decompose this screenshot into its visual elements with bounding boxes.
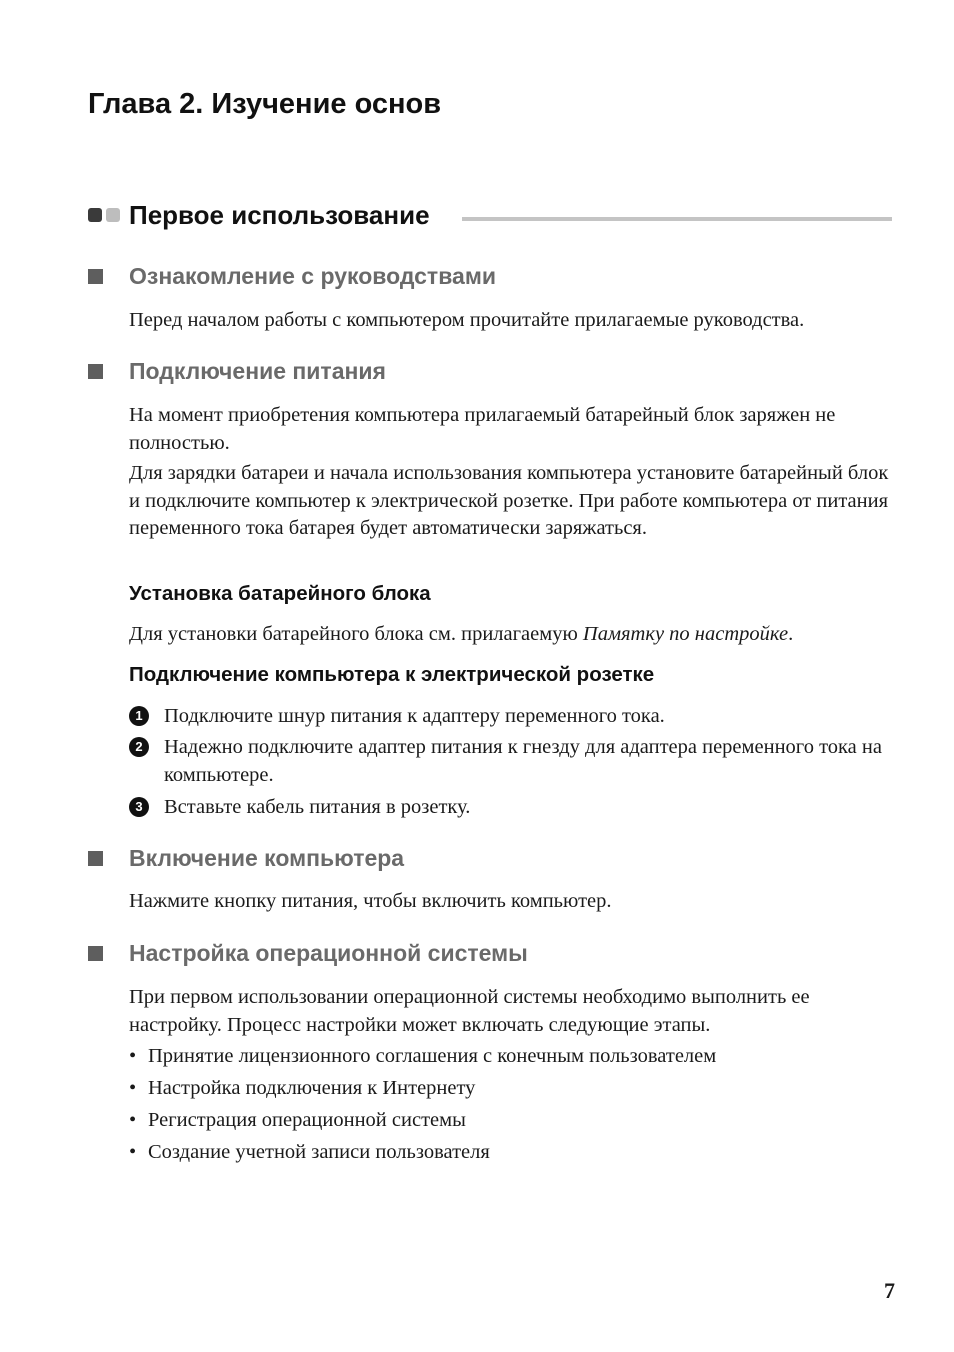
section-title: Первое использование: [129, 200, 430, 230]
battery-text: [129, 621, 899, 649]
page-number: 7: [884, 1278, 895, 1303]
manuals-text: [129, 307, 899, 335]
battery-text-after: .: [788, 623, 794, 645]
outlet-heading: Подключение компьютера к электрической розетке: [129, 663, 655, 686]
square-bullet-icon: [88, 364, 103, 379]
list-item-text: Принятие лицензионного соглашения с конечным пользователем: [148, 1045, 717, 1067]
square-bullet-icon: [88, 946, 103, 961]
paragraph: Для зарядки батареи и начала использования компьютера установите батарейный блок и подключите компьютер к электрической розетке. При работе компьютера от питания переменного тока батарея будет автоматически заряжаться.: [129, 462, 889, 539]
turn-on-text: [129, 888, 899, 916]
step-number-icon: 1: [129, 706, 149, 726]
step-item: [129, 702, 899, 730]
list-item: [129, 1106, 899, 1134]
list-item: [129, 1042, 899, 1070]
bullet-icon: •: [129, 1141, 137, 1163]
step-number-icon: 3: [129, 797, 149, 817]
bullet-icon: •: [129, 1077, 137, 1099]
os-setup-text: [129, 984, 899, 1039]
power-paragraph-1: [129, 402, 899, 457]
step-item: [129, 733, 899, 789]
list-item-text: Регистрация операционной системы: [148, 1109, 466, 1131]
paragraph: Перед началом работы с компьютером прочитайте прилагаемые руководства.: [129, 309, 805, 331]
paragraph: На момент приобретения компьютера прилагаемый батарейный блок заряжен не полностью.: [129, 404, 836, 454]
subsection-title: Включение компьютера: [129, 845, 405, 871]
step-text: Подключите шнур питания к адаптеру переменного тока.: [164, 705, 665, 727]
battery-heading: Установка батарейного блока: [129, 582, 431, 605]
battery-text-before: Для установки батарейного блока см. прилагаемую: [129, 623, 583, 645]
section-dots-icon: [88, 208, 124, 224]
setup-poster-title: Памятку по настройке: [582, 623, 789, 645]
section-header: [88, 198, 892, 238]
bullet-icon: •: [129, 1045, 137, 1067]
list-item-text: Создание учетной записи пользователя: [148, 1141, 490, 1163]
paragraph: При первом использовании операционной системы необходимо выполнить ее настройку. Процесс настройки может включать следующие этапы.: [129, 986, 810, 1036]
dot-light-icon: [106, 208, 120, 222]
step-number-icon: 2: [129, 737, 149, 757]
subsection-title: Настройка операционной системы: [129, 940, 528, 966]
list-item-text: Настройка подключения к Интернету: [148, 1077, 476, 1099]
dot-dark-icon: [88, 208, 102, 222]
subsection-title: Ознакомление с руководствами: [129, 263, 496, 289]
bullet-icon: •: [129, 1109, 137, 1131]
power-paragraph-2: [129, 460, 899, 543]
chapter-title: Глава 2. Изучение основ: [88, 88, 442, 120]
paragraph: [129, 621, 899, 649]
step-text: Вставьте кабель питания в розетку.: [164, 796, 471, 818]
section-rule: [462, 217, 892, 221]
subsection-title: Подключение питания: [129, 358, 386, 384]
square-bullet-icon: [88, 269, 103, 284]
step-text: Надежно подключите адаптер питания к гнезду для адаптера переменного тока на компьютере.: [164, 736, 882, 786]
step-item: [129, 793, 899, 821]
list-item: [129, 1074, 899, 1102]
paragraph: Нажмите кнопку питания, чтобы включить компьютер.: [129, 890, 612, 912]
square-bullet-icon: [88, 851, 103, 866]
list-item: [129, 1138, 899, 1166]
